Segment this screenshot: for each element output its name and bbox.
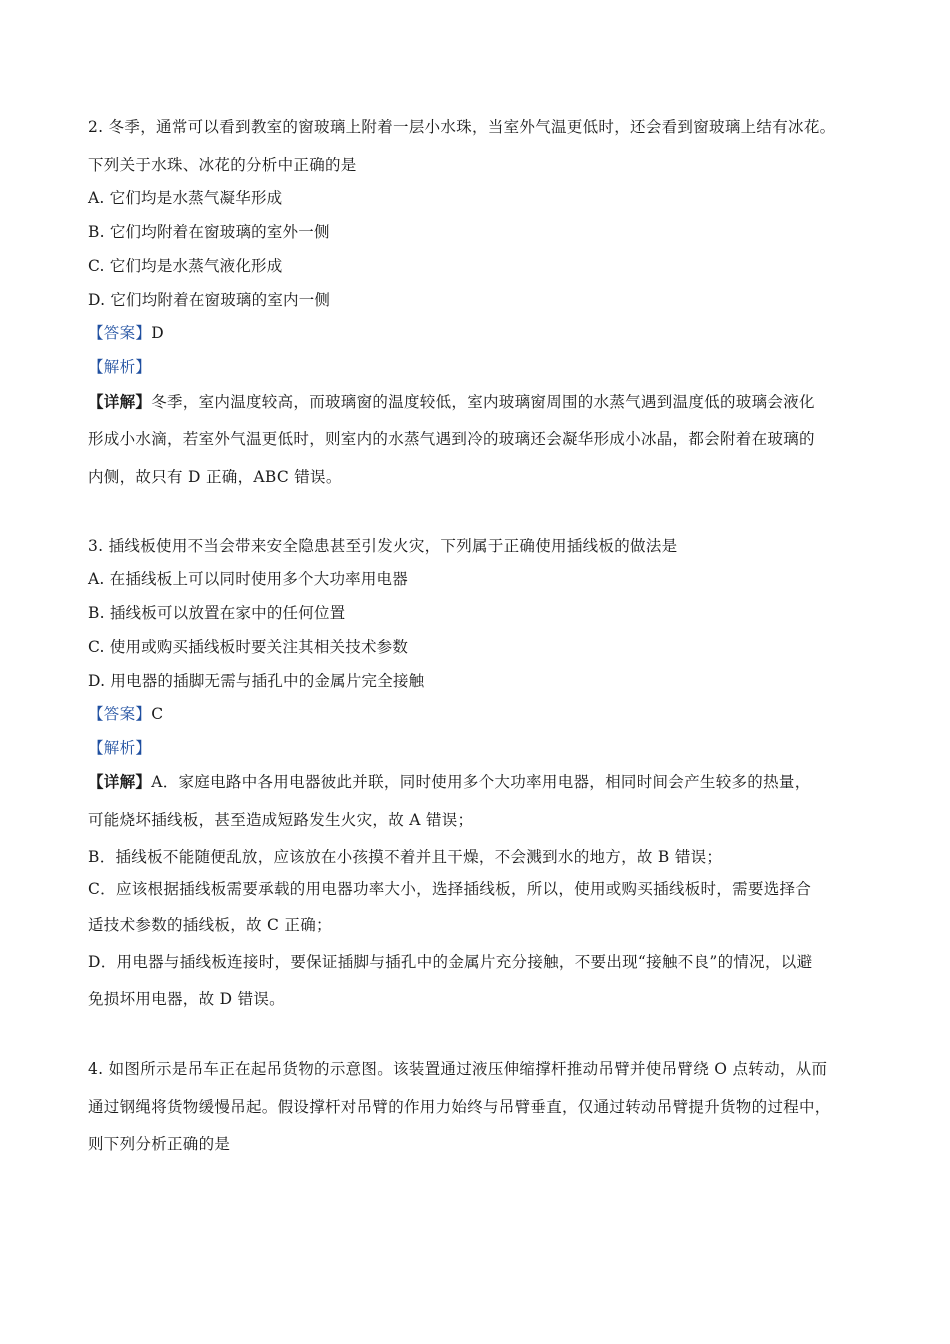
detail-tag: 【详解】 [88, 772, 152, 791]
answer-tag: 【答案】 [88, 705, 152, 723]
q3-detail-line6: D．用电器与插线板连接时，要保证插脚与插孔中的金属片充分接触，不要出现“接触不良”的情况，以避 [88, 953, 813, 971]
q3-option-d: D. 用电器的插脚无需与插孔中的金属片完全接触 [88, 672, 425, 690]
q2-option-b: B. 它们均附着在窗玻璃的室外一侧 [88, 223, 330, 241]
q3-detail-line4: C．应该根据插线板需要承载的用电器功率大小，选择插线板，所以，使用或购买插线板时，需要选择合 [88, 880, 812, 898]
q2-detail-line1 [88, 392, 815, 412]
answer-value: C [151, 705, 164, 723]
q3-option-a: A. 在插线板上可以同时使用多个大功率用电器 [88, 570, 408, 588]
q2-stem-line2: 下列关于水珠、冰花的分析中正确的是 [88, 156, 357, 174]
q3-answer [88, 704, 163, 724]
q3-detail-line7: 免损坏用电器，故 D 错误。 [88, 990, 285, 1008]
q3-detail-line1 [88, 772, 811, 792]
q3-detail-line3: B．插线板不能随便乱放，应该放在小孩摸不着并且干燥，不会溅到水的地方，故 B 错误； [88, 848, 723, 866]
detail-text: 冬季，室内温度较高，而玻璃窗的温度较低，室内玻璃窗周围的水蒸气遇到温度低的玻璃会液化 [151, 393, 815, 411]
q2-option-c: C. 它们均是水蒸气液化形成 [88, 257, 283, 275]
q2-analysis-tag: 【解析】 [88, 358, 152, 376]
q3-option-b: B. 插线板可以放置在家中的任何位置 [88, 604, 346, 622]
q3-option-c: C. 使用或购买插线板时要关注其相关技术参数 [88, 638, 409, 656]
answer-tag: 【答案】 [88, 324, 152, 342]
q4-stem-line3: 则下列分析正确的是 [88, 1135, 231, 1153]
detail-text: A．家庭电路中各用电器彼此并联，同时使用多个大功率用电器，相同时间会产生较多的热量， [151, 773, 811, 791]
q2-answer [88, 323, 164, 343]
q2-option-d: D. 它们均附着在窗玻璃的室内一侧 [88, 291, 331, 309]
q3-stem-line1: 3. 插线板使用不当会带来安全隐患甚至引发火灾，下列属于正确使用插线板的做法是 [88, 537, 678, 555]
q3-detail-line2: 可能烧坏插线板，甚至造成短路发生火灾，故 A 错误； [88, 811, 474, 829]
q3-detail-line5: 适技术参数的插线板，故 C 正确； [88, 916, 332, 934]
detail-tag: 【详解】 [88, 392, 152, 411]
q4-stem-line2: 通过钢绳将货物缓慢吊起。假设撑杆对吊臂的作用力始终与吊臂垂直，仅通过转动吊臂提升货物的过程中， [88, 1098, 831, 1116]
answer-value: D [151, 324, 164, 342]
q3-analysis-tag: 【解析】 [88, 739, 152, 757]
q2-option-a: A. 它们均是水蒸气凝华形成 [88, 189, 283, 207]
q4-stem-line1: 4. 如图所示是吊车正在起吊货物的示意图。该装置通过液压伸缩撑杆推动吊臂并使吊臂绕 O 点转动，从而 [88, 1060, 828, 1078]
q2-stem-line1: 2. 冬季，通常可以看到教室的窗玻璃上附着一层小水珠，当室外气温更低时，还会看到窗玻璃上结有冰花。 [88, 118, 836, 136]
q2-detail-line2: 形成小水滴，若室外气温更低时，则室内的水蒸气遇到冷的玻璃还会凝华形成小冰晶，都会附着在玻璃的 [88, 430, 815, 448]
q2-detail-line3: 内侧，故只有 D 正确，ABC 错误。 [88, 468, 342, 486]
